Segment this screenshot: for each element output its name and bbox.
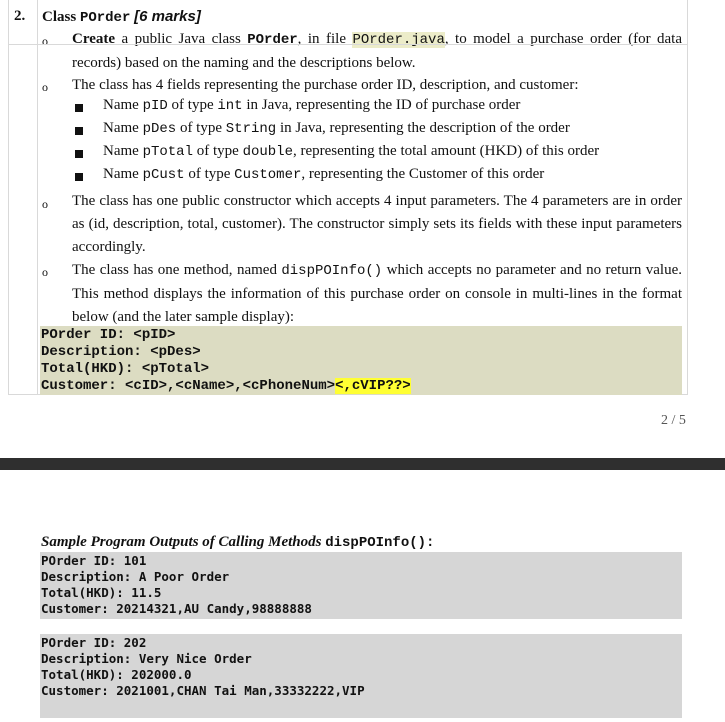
b1-class-name: POrder — [247, 32, 298, 48]
format-line-total: Total(HKD): <pTotal> — [41, 361, 210, 377]
field-post: in Java, representing the description of the order — [276, 120, 570, 136]
sample-title-method: dispPOInfo(): — [325, 535, 435, 551]
b1-file-name: POrder.java — [352, 32, 445, 48]
bullet-constructor: The class has one public constructor which accepts 4 input parameters. The 4 parameters are in order as (id, description, total, customer). The constructor simply sets its fields with these input parameters accordingly. — [72, 193, 682, 255]
b1-text-b: , in file — [297, 31, 353, 47]
circle-bullet-icon: o — [42, 197, 48, 211]
sample-2-line-3: Total(HKD): 202000.0 — [41, 667, 192, 682]
page-number: 2 / 5 — [661, 413, 686, 428]
page-separator — [0, 458, 725, 470]
b1-text-c: , to model a purchase order (for data records) based on the naming and the descriptions below. — [72, 31, 682, 71]
field-pre: Name — [103, 143, 143, 159]
field-mid: of type — [193, 143, 243, 159]
field-mid: of type — [167, 97, 218, 113]
field-post: in Java, representing the ID of purchase order — [242, 97, 521, 113]
title-class-name: POrder — [79, 10, 131, 26]
circle-bullet-icon: o — [42, 80, 48, 94]
title-prefix: Class — [42, 9, 77, 25]
bullet-method — [72, 259, 682, 329]
sample-1-line-3: Total(HKD): 11.5 — [41, 585, 162, 600]
sample-title-text: Sample Program Outputs of Calling Methods — [41, 534, 322, 550]
field-name: pTotal — [142, 144, 193, 160]
field-type: String — [225, 121, 277, 137]
field-post: , representing the Customer of this order — [301, 166, 545, 182]
field-mid: of type — [176, 120, 226, 136]
field-post: , representing the total amount (HKD) of this order — [293, 143, 600, 159]
sample-output-title — [41, 534, 434, 551]
b4-method-name: dispPOInfo() — [281, 263, 383, 279]
format-line-porder-id: POrder ID: <pID> — [41, 327, 176, 343]
field-type: int — [217, 98, 243, 114]
field-mid: of type — [184, 166, 235, 182]
sample-table-frame — [8, 44, 688, 252]
circle-bullet-icon: o — [42, 34, 48, 48]
b1-text-a: a public Java class — [115, 31, 248, 47]
field-name: pCust — [142, 167, 185, 183]
question-title — [42, 8, 201, 26]
field-type: double — [242, 144, 293, 160]
format-line-description: Description: <pDes> — [41, 344, 201, 360]
field-pre: Name — [103, 120, 143, 136]
field-name: pID — [142, 98, 168, 114]
field-pre: Name — [103, 166, 143, 182]
bullet-fields-intro: The class has 4 fields representing the purchase order ID, description, and customer: — [72, 77, 579, 93]
field-type: Customer — [234, 167, 302, 183]
title-marks: [6 marks] — [134, 8, 201, 25]
field-name: pDes — [142, 121, 177, 137]
sample-1-line-4: Customer: 20214321,AU Candy,98888888 — [41, 601, 312, 616]
create-word: Create — [72, 31, 116, 47]
sample-2-line-2: Description: Very Nice Order — [41, 651, 252, 666]
format-customer-main: Customer: <cID>,<cName>,<cPhoneNum> — [41, 378, 336, 394]
sample-1-line-2: Description: A Poor Order — [41, 569, 230, 584]
field-pre: Name — [103, 97, 143, 113]
format-line-customer — [41, 378, 411, 394]
question-number: 2. — [14, 8, 26, 24]
format-customer-vip-highlight: <,cVIP??> — [335, 378, 411, 394]
circle-bullet-icon: o — [42, 265, 48, 279]
sample-2-line-1: POrder ID: 202 — [41, 635, 147, 650]
b4-text-b: which accepts no parameter and no return value. This method displays the information of this purchase order on console in multi-lines in the format below (and the later sample display): — [72, 262, 682, 325]
b4-text-a: The class has one method, named — [72, 262, 282, 278]
sample-2-line-4: Customer: 2021001,CHAN Tai Man,33332222,VIP — [41, 683, 365, 698]
sample-1-line-1: POrder ID: 101 — [41, 553, 147, 568]
